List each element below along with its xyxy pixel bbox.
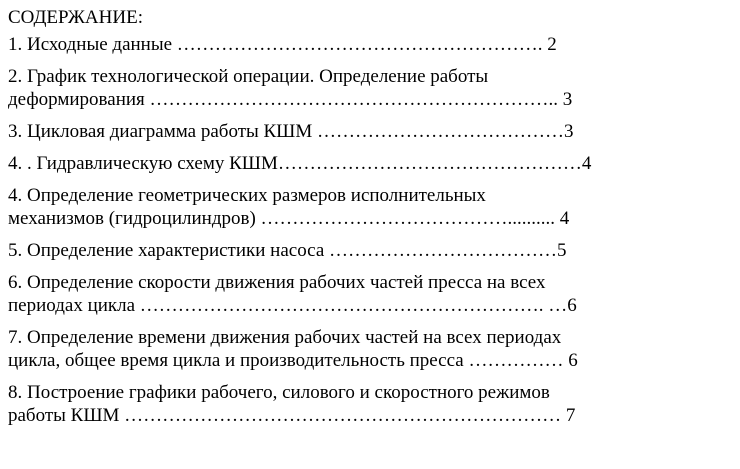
toc-entry-line: 7. Определение времени движения рабочих частей на всех периодах bbox=[8, 327, 562, 348]
toc-title: СОДЕРЖАНИЕ: bbox=[8, 7, 143, 28]
toc-entry-pump-characteristics bbox=[8, 239, 714, 262]
toc-entry-line: 2. График технологической операции. Определение работы bbox=[8, 66, 489, 87]
toc-entry-mode-graphs bbox=[8, 381, 714, 427]
toc-entry-line: деформирования ……………………………………………………….. 3 bbox=[8, 89, 573, 110]
toc-entry-initial-data bbox=[8, 33, 714, 56]
toc-entry-line: 5. Определение характеристики насоса ………………………………5 bbox=[8, 240, 567, 261]
toc-entry-time-productivity bbox=[8, 326, 714, 372]
toc-entry-line: 4. Определение геометрических размеров исполнительных bbox=[8, 185, 486, 206]
toc-entry-line: 4. . Гидравлическую схему КШМ…………………………………………4 bbox=[8, 153, 592, 174]
table-of-contents bbox=[8, 6, 714, 436]
toc-entry-cycle-diagram bbox=[8, 120, 714, 143]
toc-entry-line: периодах цикла ………………………………………………………. …6 bbox=[8, 295, 577, 316]
toc-entry-line: механизмов (гидроцилиндров) ………………………………….......... 4 bbox=[8, 208, 570, 229]
toc-entry-geometric-sizes bbox=[8, 184, 714, 230]
toc-entry-line: работы КШМ …………………………………………………………… 7 bbox=[8, 405, 576, 426]
toc-entry-line: 1. Исходные данные …………………………………………………. 2 bbox=[8, 34, 557, 55]
toc-entry-line: 8. Построение графики рабочего, силового и скоростного режимов bbox=[8, 382, 550, 403]
toc-entry-line: 6. Определение скорости движения рабочих частей пресса на всех bbox=[8, 272, 546, 293]
toc-entry-operation-graph bbox=[8, 65, 714, 111]
toc-entry-speed bbox=[8, 271, 714, 317]
toc-entry-line: цикла, общее время цикла и производительность пресса …………… 6 bbox=[8, 350, 578, 371]
toc-entry-hydraulic-scheme bbox=[8, 152, 714, 175]
toc-entry-line: 3. Цикловая диаграмма работы КШМ …………………………………3 bbox=[8, 121, 574, 142]
